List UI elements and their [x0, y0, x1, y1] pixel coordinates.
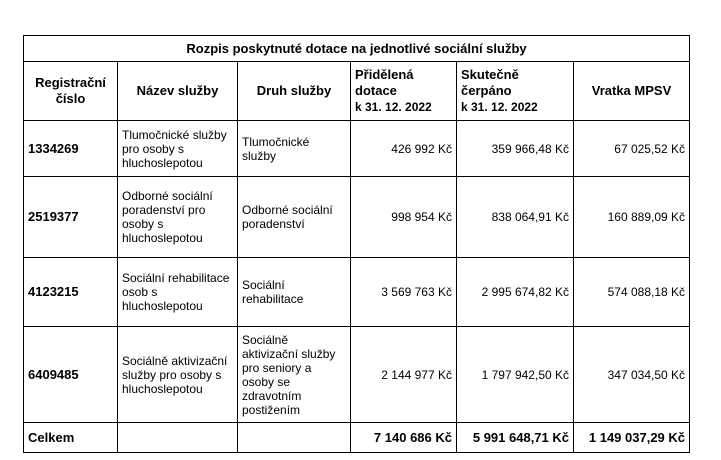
allocated-cell: 2 144 977 Kč [351, 327, 457, 423]
refund-cell: 574 088,18 Kč [574, 258, 690, 327]
total-label: Celkem [24, 423, 118, 453]
service-type-cell: Tlumočnické služby [238, 121, 351, 177]
header-refund: Vratka MPSV [574, 62, 690, 121]
table-row [24, 121, 690, 177]
service-name-cell: Tlumočnické služby pro osoby s hluchoslepotou [118, 121, 238, 177]
refund-cell: 67 025,52 Kč [574, 121, 690, 177]
spent-cell: 359 966,48 Kč [457, 121, 574, 177]
reg-number-cell: 4123215 [24, 258, 118, 327]
header-service-name: Název služby [118, 62, 238, 121]
table-row [24, 258, 690, 327]
service-type-cell: Sociální rehabilitace [238, 258, 351, 327]
total-empty-cell [118, 423, 238, 453]
spent-cell: 1 797 942,50 Kč [457, 327, 574, 423]
header-spent-main: Skutečně čerpáno [461, 67, 519, 98]
service-type-cell: Odborné sociální poradenství [238, 177, 351, 258]
table-row [24, 327, 690, 423]
total-spent: 5 991 648,71 Kč [457, 423, 574, 453]
total-allocated: 7 140 686 Kč [351, 423, 457, 453]
allocated-cell: 3 569 763 Kč [351, 258, 457, 327]
refund-cell: 160 889,09 Kč [574, 177, 690, 258]
header-spent-sub: k 31. 12. 2022 [461, 100, 538, 114]
reg-number-cell: 2519377 [24, 177, 118, 258]
table-row [24, 177, 690, 258]
header-allocated [351, 62, 457, 121]
refund-cell: 347 034,50 Kč [574, 327, 690, 423]
service-name-cell: Sociální rehabilitace osob s hluchoslepotou [118, 258, 238, 327]
table-title: Rozpis poskytnuté dotace na jednotlivé sociální služby [24, 36, 690, 62]
spent-cell: 838 064,91 Kč [457, 177, 574, 258]
service-type-cell: Sociálně aktivizační služby pro seniory a osoby se zdravotním postižením [238, 327, 351, 423]
service-name-cell: Odborné sociální poradenství pro osoby s hluchoslepotou [118, 177, 238, 258]
header-reg-number: Registrační číslo [24, 62, 118, 121]
total-row [24, 423, 690, 453]
allocated-cell: 426 992 Kč [351, 121, 457, 177]
header-spent [457, 62, 574, 121]
subsidy-table [23, 35, 690, 453]
spent-cell: 2 995 674,82 Kč [457, 258, 574, 327]
header-allocated-sub: k 31. 12. 2022 [355, 100, 432, 114]
header-allocated-main: Přidělená dotace [355, 67, 414, 98]
allocated-cell: 998 954 Kč [351, 177, 457, 258]
total-empty-cell [238, 423, 351, 453]
total-refund: 1 149 037,29 Kč [574, 423, 690, 453]
reg-number-cell: 1334269 [24, 121, 118, 177]
header-service-type: Druh služby [238, 62, 351, 121]
reg-number-cell: 6409485 [24, 327, 118, 423]
service-name-cell: Sociálně aktivizační služby pro osoby s hluchoslepotou [118, 327, 238, 423]
